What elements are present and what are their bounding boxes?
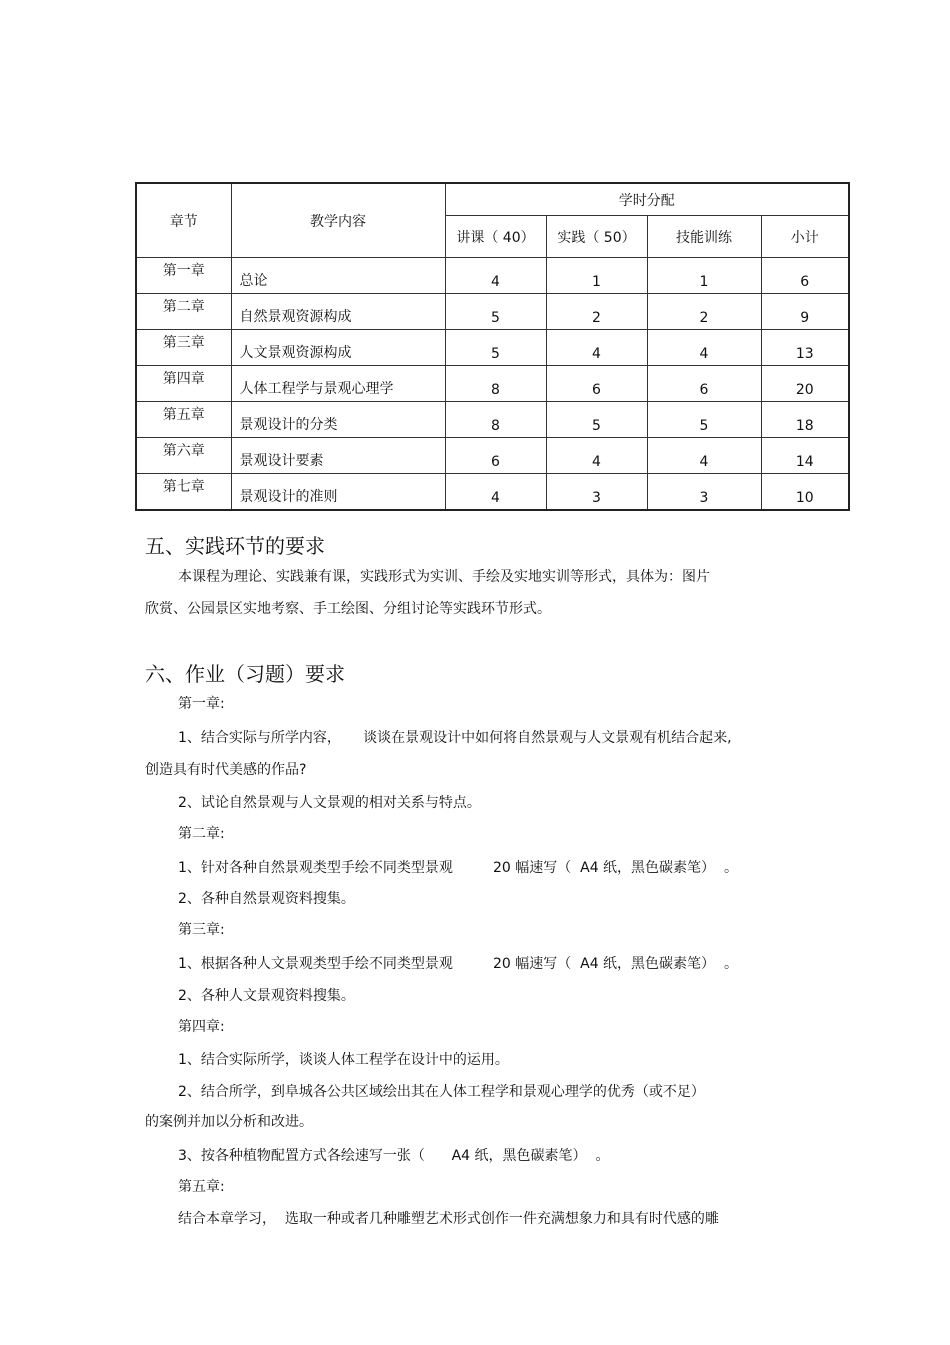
cell-subtotal: 13 — [761, 330, 849, 366]
section5-line1: 本课程为理论、实践兼有课，实践形式为实训、手绘及实地实训等形式，具体为：图片 — [178, 569, 710, 585]
cell-lecture: 4 — [445, 474, 546, 511]
table-row — [136, 402, 849, 438]
hours-allocation-table — [135, 182, 850, 511]
cell-subtotal: 10 — [761, 474, 849, 511]
cell-chapter: 第二章 — [136, 294, 231, 330]
section6-line: 2、试论自然景观与人文景观的相对关系与特点。 — [178, 795, 481, 811]
section6-line: 第三章: — [178, 922, 225, 938]
section6-line: 2、各种自然景观资料搜集。 — [178, 891, 355, 907]
cell-chapter: 第三章 — [136, 330, 231, 366]
cell-chapter: 第六章 — [136, 438, 231, 474]
section5-line2: 欣赏、公园景区实地考察、手工绘图、分组讨论等实践环节形式。 — [145, 601, 551, 617]
section6-line: 的案例并加以分析和改进。 — [145, 1114, 313, 1130]
section6-line: 3、按各种植物配置方式各绘速写一张（ A4 纸，黑色碳素笔） 。 — [178, 1148, 610, 1164]
header-content: 教学内容 — [231, 183, 445, 258]
cell-practice: 6 — [546, 366, 647, 402]
cell-subtotal: 6 — [761, 258, 849, 294]
cell-subtotal: 14 — [761, 438, 849, 474]
table-row — [136, 294, 849, 330]
cell-content: 景观设计的准则 — [231, 474, 445, 511]
cell-lecture: 5 — [445, 330, 546, 366]
cell-skill: 2 — [647, 294, 761, 330]
cell-content: 景观设计的分类 — [231, 402, 445, 438]
cell-lecture: 8 — [445, 402, 546, 438]
header-lecture: 讲课（ 40） — [445, 216, 546, 258]
cell-content: 景观设计要素 — [231, 438, 445, 474]
header-chapter: 章节 — [136, 183, 231, 258]
cell-practice: 4 — [546, 330, 647, 366]
cell-skill: 6 — [647, 366, 761, 402]
cell-content: 总论 — [231, 258, 445, 294]
section6-line: 1、根据各种人文景观类型手绘不同类型景观 20 幅速写（ A4 纸，黑色碳素笔） 。 — [178, 956, 738, 972]
cell-subtotal: 18 — [761, 402, 849, 438]
header-skill: 技能训练 — [647, 216, 761, 258]
cell-practice: 1 — [546, 258, 647, 294]
cell-lecture: 6 — [445, 438, 546, 474]
cell-skill: 1 — [647, 258, 761, 294]
section6-line: 创造具有时代美感的作品? — [145, 762, 307, 778]
section6-line: 2、各种人文景观资料搜集。 — [178, 988, 355, 1004]
section6-line: 第四章: — [178, 1019, 225, 1035]
cell-skill: 4 — [647, 438, 761, 474]
table-row — [136, 258, 849, 294]
section6-title: 六、作业（习题）要求 — [145, 662, 345, 686]
cell-subtotal: 9 — [761, 294, 849, 330]
cell-chapter: 第五章 — [136, 402, 231, 438]
cell-practice: 2 — [546, 294, 647, 330]
table-row — [136, 438, 849, 474]
table-row — [136, 330, 849, 366]
cell-lecture: 5 — [445, 294, 546, 330]
cell-skill: 3 — [647, 474, 761, 511]
cell-practice: 3 — [546, 474, 647, 511]
cell-content: 人文景观资源构成 — [231, 330, 445, 366]
table-row — [136, 474, 849, 511]
section6-line: 1、针对各种自然景观类型手绘不同类型景观 20 幅速写（ A4 纸，黑色碳素笔） 。 — [178, 860, 738, 876]
cell-chapter: 第七章 — [136, 474, 231, 511]
section6-line: 1、结合实际所学，谈谈人体工程学在设计中的运用。 — [178, 1052, 509, 1068]
cell-skill: 4 — [647, 330, 761, 366]
table-row — [136, 366, 849, 402]
cell-lecture: 4 — [445, 258, 546, 294]
cell-lecture: 8 — [445, 366, 546, 402]
header-subtotal: 小计 — [761, 216, 849, 258]
section6-line: 第一章: — [178, 696, 225, 712]
section6-line: 第二章: — [178, 826, 225, 842]
section5-title: 五、实践环节的要求 — [145, 534, 325, 558]
header-hours-group: 学时分配 — [445, 183, 849, 216]
cell-content: 人体工程学与景观心理学 — [231, 366, 445, 402]
header-practice: 实践（ 50） — [546, 216, 647, 258]
section6-line: 1、结合实际与所学内容， 谈谈在景观设计中如何将自然景观与人文景观有机结合起来, — [178, 730, 732, 746]
section6-line: 第五章: — [178, 1179, 225, 1195]
cell-practice: 5 — [546, 402, 647, 438]
cell-skill: 5 — [647, 402, 761, 438]
section6-line: 结合本章学习， 选取一种或者几种雕塑艺术形式创作一件充满想象力和具有时代感的雕 — [178, 1211, 719, 1227]
cell-chapter: 第四章 — [136, 366, 231, 402]
section6-line: 2、结合所学，到阜城各公共区域绘出其在人体工程学和景观心理学的优秀（或不足） — [178, 1084, 705, 1100]
cell-chapter: 第一章 — [136, 258, 231, 294]
cell-practice: 4 — [546, 438, 647, 474]
cell-subtotal: 20 — [761, 366, 849, 402]
cell-content: 自然景观资源构成 — [231, 294, 445, 330]
